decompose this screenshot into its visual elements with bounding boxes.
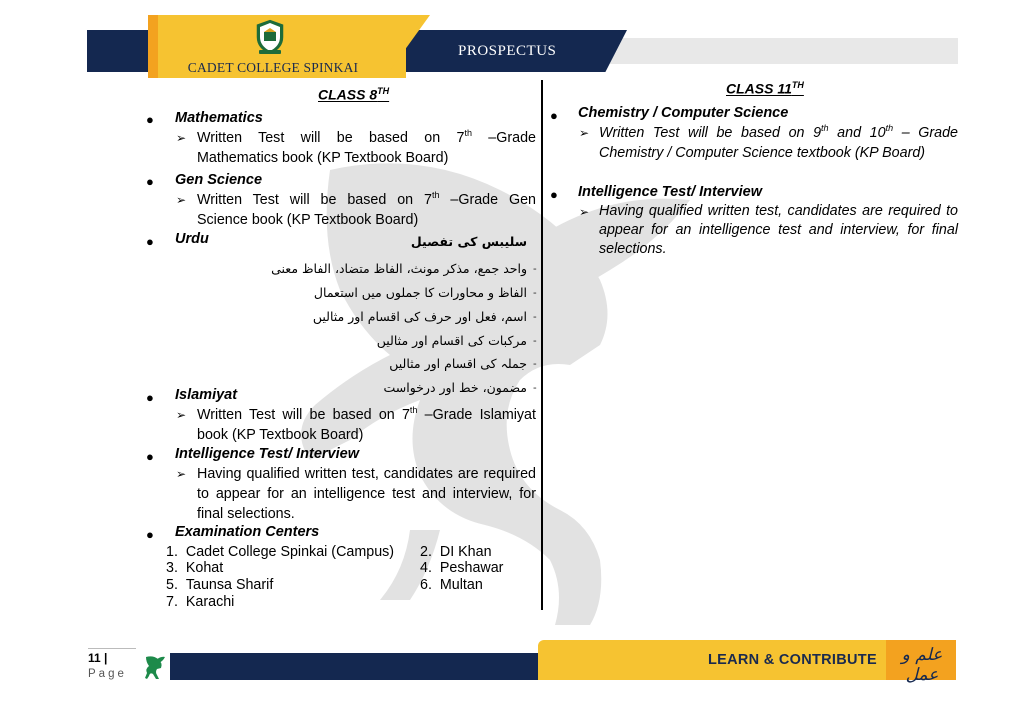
center-item: 2. DI Khan <box>420 544 492 560</box>
urdu-dash: - <box>533 358 537 370</box>
bullet: ● <box>146 112 154 127</box>
center-item: 3. Kohat <box>166 560 224 576</box>
urdu-syllabus-title: سلیبس کی تفصیل <box>410 234 527 249</box>
arrow-bullet-icon: ➢ <box>176 193 187 207</box>
center-item: 4. Peshawar <box>420 560 504 576</box>
urdu-dash: - <box>533 335 537 347</box>
urdu-dash: - <box>533 263 537 275</box>
center-item: 7. Karachi <box>166 594 235 610</box>
urdu-item: واحد جمع، مذکر مونث، الفاظ متضاد، الفاظ معنی <box>271 261 527 276</box>
header-grey-band <box>610 38 958 64</box>
math-description: Written Test will be based on 7th –Grade Mathematics book (KP Textbook Board) <box>197 128 536 166</box>
urdu-dash: - <box>533 382 537 394</box>
class-11-title: CLASS 11TH <box>726 80 804 97</box>
center-item: 6. Multan <box>420 577 483 593</box>
pegasus-logo-icon <box>144 654 166 680</box>
arrow-bullet-icon: ➢ <box>579 205 590 219</box>
page-number: 11 | <box>88 651 108 665</box>
arrow-bullet-icon: ➢ <box>176 131 187 145</box>
islamiyat-heading: Islamiyat <box>175 387 238 403</box>
islamiyat-description: Written Test will be based on 7th –Grade Islamiyat book (KP Textbook Board) <box>197 405 536 443</box>
footer-navy-band <box>170 653 550 680</box>
bullet: ● <box>146 390 154 405</box>
chem-cs-description: Written Test will be based on 9th and 10th – Grade Chemistry / Computer Science textbook (KP Board) <box>599 123 958 161</box>
center-item: 1. Cadet College Spinkai (Campus) <box>166 544 395 560</box>
college-crest-icon <box>253 17 287 57</box>
document-title: PROSPECTUS <box>458 43 557 59</box>
urdu-dash: - <box>533 311 537 323</box>
bullet: ● <box>550 187 558 202</box>
urdu-item: اسم، فعل اور حرف کی اقسام اور مثالیں <box>312 309 527 324</box>
bullet: ● <box>146 527 154 542</box>
footer-motto: علم و عمل <box>901 645 943 685</box>
page-number-rule <box>88 648 136 649</box>
math-heading: Mathematics <box>175 110 263 126</box>
intelligence-description-8: Having qualified written test, candidates are required to appear for an intelligence test and interview, for final selections. <box>197 466 536 522</box>
intelligence-heading-11: Intelligence Test/ Interview <box>578 184 762 200</box>
arrow-bullet-icon: ➢ <box>579 126 590 140</box>
bullet: ● <box>550 108 558 123</box>
center-item: 5. Taunsa Sharif <box>166 577 274 593</box>
intelligence-description-11: Having qualified written test, candidates are required to appear for an intelligence test and interview, for final selections. <box>599 203 958 257</box>
page-label: Page <box>88 668 127 680</box>
bullet: ● <box>146 234 154 249</box>
arrow-bullet-icon: ➢ <box>176 467 187 481</box>
footer-slogan: LEARN & CONTRIBUTE <box>708 652 877 668</box>
column-divider <box>541 80 543 610</box>
bullet: ● <box>146 174 154 189</box>
urdu-item: الفاظ و محاورات کا جملوں میں استعمال <box>313 285 527 300</box>
intelligence-heading-8: Intelligence Test/ Interview <box>175 446 359 462</box>
centers-heading: Examination Centers <box>175 524 320 540</box>
class-8-title: CLASS 8TH <box>318 86 390 103</box>
chem-cs-heading: Chemistry / Computer Science <box>578 105 789 121</box>
science-heading: Gen Science <box>175 172 263 188</box>
urdu-dash: - <box>533 287 537 299</box>
school-name: CADET COLLEGE SPINKAI <box>187 60 359 75</box>
urdu-item: مرکبات کی اقسام اور مثالیں <box>376 333 527 348</box>
bullet: ● <box>146 449 154 464</box>
urdu-item: جملہ کی اقسام اور مثالیں <box>389 356 527 371</box>
science-description: Written Test will be based on 7th –Grade Gen Science book (KP Textbook Board) <box>197 190 536 228</box>
urdu-heading: Urdu <box>175 231 209 247</box>
urdu-item: مضمون، خط اور درخواست <box>383 380 527 395</box>
arrow-bullet-icon: ➢ <box>176 408 187 422</box>
